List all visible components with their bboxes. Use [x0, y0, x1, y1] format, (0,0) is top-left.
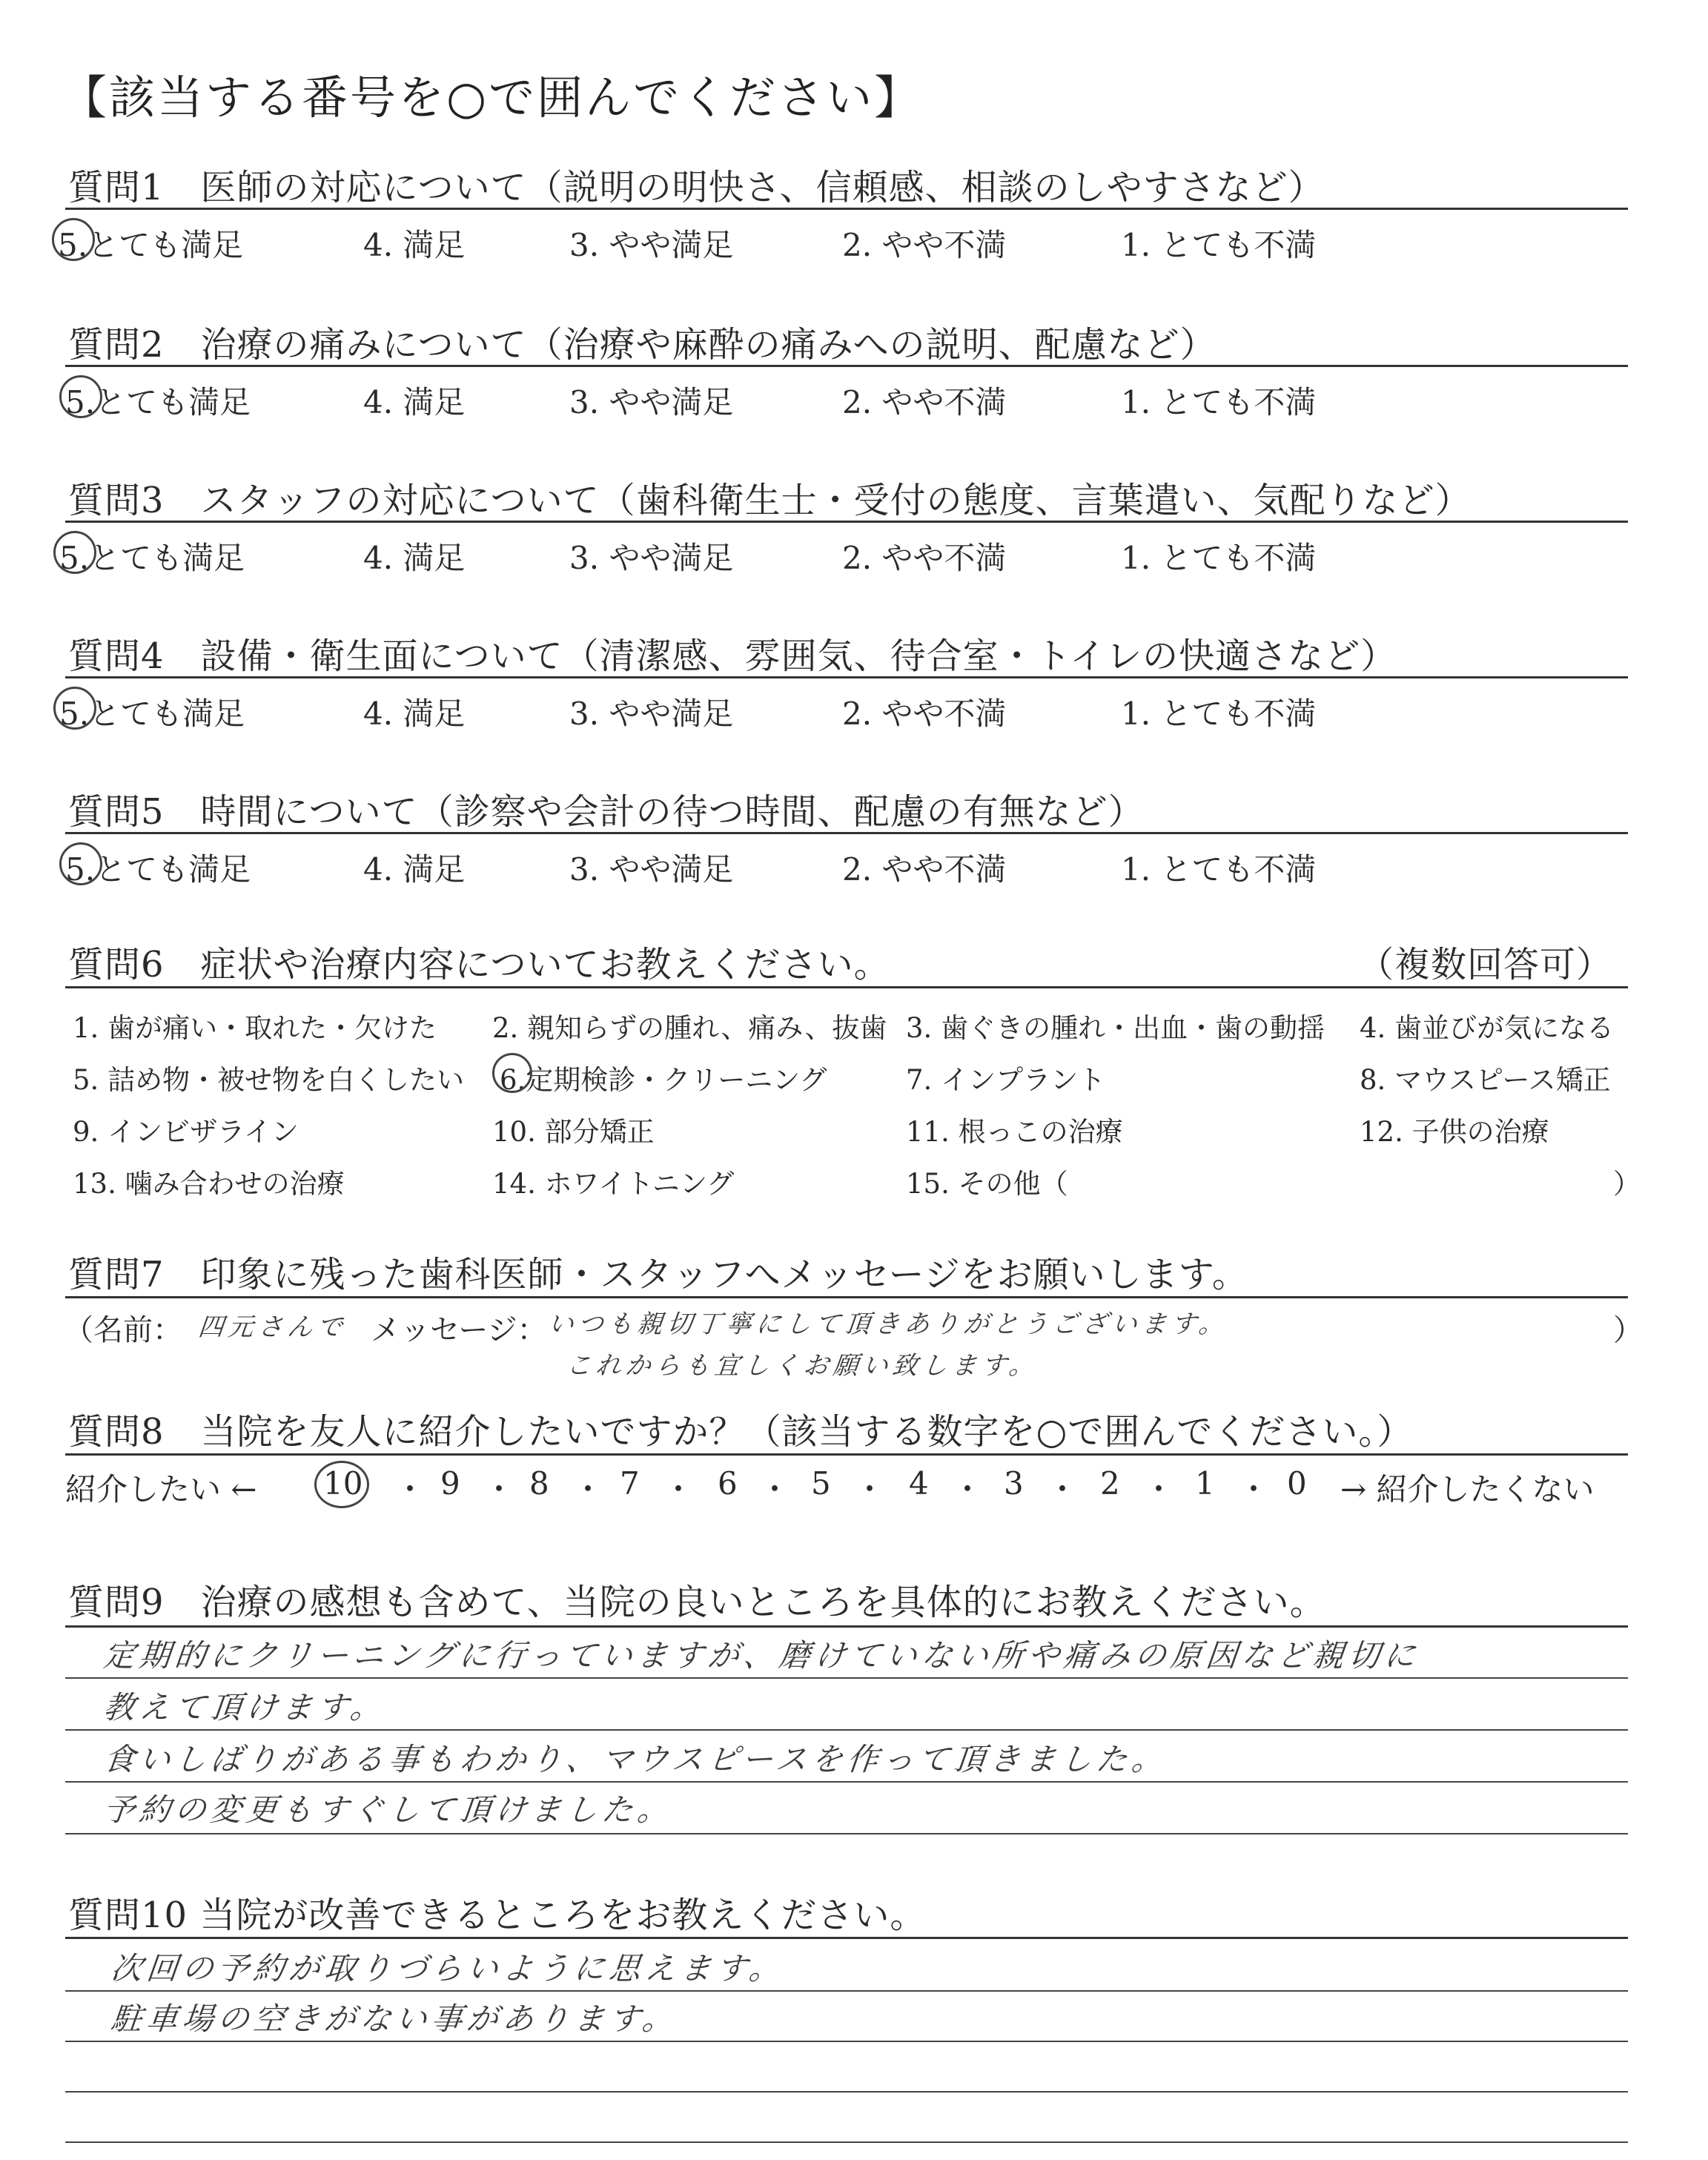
- q2-option-1[interactable]: 1. とても不満: [1121, 384, 1317, 420]
- question-6-rule: [65, 986, 1628, 988]
- q6-option-6[interactable]: 6.定期検診・クリーニング: [500, 1064, 827, 1096]
- question-9-rule: [65, 1625, 1628, 1628]
- q8-dot: ・: [483, 1471, 515, 1507]
- q1-option-3[interactable]: 3. やや満足: [569, 227, 734, 263]
- question-6-note: （複数回答可）: [1358, 944, 1613, 985]
- q4-option-3[interactable]: 3. やや満足: [569, 696, 734, 732]
- question-2-title: 質問2 治療の痛みについて（治療や麻酔の痛みへの説明、配慮など）: [68, 324, 1217, 366]
- q2-option-2[interactable]: 2. やや不満: [842, 384, 1007, 420]
- q8-scale-2[interactable]: 2: [1100, 1465, 1120, 1502]
- q9-answer-line-2[interactable]: 教えて頂けます。: [102, 1689, 388, 1725]
- q8-scale-10[interactable]: 10: [323, 1465, 363, 1502]
- q2-option-3[interactable]: 3. やや満足: [569, 384, 734, 420]
- q7-name-label: （名前：: [64, 1313, 182, 1347]
- q8-dot: ・: [1238, 1471, 1270, 1507]
- q8-dot: ・: [854, 1471, 886, 1507]
- q6-option-15[interactable]: 15. その他（: [906, 1168, 1068, 1200]
- question-7-rule: [65, 1296, 1628, 1298]
- q3-selection-circle: [53, 531, 96, 574]
- question-4-rule: [65, 676, 1628, 678]
- q9-writing-line: [65, 1677, 1628, 1679]
- q8-dot: ・: [952, 1471, 984, 1507]
- q6-option-15-close: ）: [1613, 1168, 1641, 1200]
- q1-option-4[interactable]: 4. 満足: [363, 227, 466, 263]
- question-7-title: 質問7 印象に残った歯科医師・スタッフへメッセージをお願いします。: [68, 1254, 1248, 1295]
- q9-writing-line: [65, 1833, 1628, 1834]
- q8-scale-3[interactable]: 3: [1004, 1465, 1024, 1502]
- q6-option-2[interactable]: 2. 親知らずの腫れ、痛み、抜歯: [492, 1012, 887, 1044]
- q8-left-label: 紹介したい ←: [65, 1471, 257, 1507]
- q4-option-1[interactable]: 1. とても不満: [1121, 696, 1317, 732]
- q8-scale-6[interactable]: 6: [718, 1465, 738, 1502]
- q6-option-7[interactable]: 7. インプラント: [906, 1064, 1106, 1096]
- q5-option-1[interactable]: 1. とても不満: [1121, 851, 1317, 888]
- q6-option-3[interactable]: 3. 歯ぐきの腫れ・出血・歯の動揺: [906, 1012, 1325, 1044]
- q5-selection-circle: [59, 842, 102, 885]
- q10-writing-line: [65, 2141, 1628, 2143]
- q3-option-5[interactable]: 5.とても満足: [59, 540, 245, 576]
- q5-option-3[interactable]: 3. やや満足: [569, 851, 734, 888]
- question-5-title: 質問5 時間について（診察や会計の待つ時間、配慮の有無など）: [68, 791, 1145, 833]
- q4-option-4[interactable]: 4. 満足: [363, 696, 466, 732]
- q8-dot: ・: [663, 1471, 695, 1507]
- q6-option-14[interactable]: 14. ホワイトニング: [492, 1168, 735, 1200]
- q9-writing-line: [65, 1729, 1628, 1731]
- q4-option-5[interactable]: 5.とても満足: [59, 696, 245, 732]
- q9-answer-line-4[interactable]: 予約の変更もすぐして頂けました。: [102, 1791, 675, 1828]
- q5-option-4[interactable]: 4. 満足: [363, 851, 466, 888]
- question-1-title: 質問1 医師の対応について（説明の明快さ、信頼感、相談のしやすさなど）: [68, 167, 1325, 208]
- q7-message-line-1[interactable]: いつも親切丁寧にして頂きありがとうございます。: [546, 1309, 1231, 1339]
- q1-option-1[interactable]: 1. とても不満: [1121, 227, 1317, 263]
- q6-option-10[interactable]: 10. 部分矯正: [492, 1116, 655, 1148]
- question-8-rule: [65, 1453, 1628, 1456]
- q6-selection-circle: [492, 1053, 532, 1093]
- q9-answer-line-3[interactable]: 食いしばりがある事もわかり、マウスピースを作って頂きました。: [102, 1741, 1170, 1777]
- q8-scale-0[interactable]: 0: [1287, 1465, 1307, 1502]
- q10-answer-line-1[interactable]: 次回の予約が取りづらいように思えます。: [109, 1950, 787, 1986]
- q4-option-2[interactable]: 2. やや不満: [842, 696, 1007, 732]
- q4-selection-circle: [53, 687, 96, 730]
- q8-scale-1[interactable]: 1: [1195, 1465, 1215, 1502]
- q2-selection-circle: [59, 375, 102, 418]
- q8-right-label: → 紹介したくない: [1340, 1471, 1595, 1507]
- question-10-rule: [65, 1937, 1628, 1939]
- question-9-title: 質問9 治療の感想も含めて、当院の良いところを具体的にお教えください。: [68, 1582, 1326, 1623]
- q7-message-label: メッセージ：: [371, 1313, 547, 1347]
- q6-option-11[interactable]: 11. 根っこの治療: [906, 1116, 1123, 1148]
- q3-option-1[interactable]: 1. とても不満: [1121, 540, 1317, 576]
- question-8-title: 質問8 当院を友人に紹介したいですか？（該当する数字を○で囲んでください。）: [68, 1411, 1414, 1453]
- q10-writing-line: [65, 1990, 1628, 1992]
- q10-writing-line: [65, 2091, 1628, 2093]
- q6-option-4[interactable]: 4. 歯並びが気になる: [1360, 1012, 1615, 1044]
- q1-selection-circle: [52, 218, 95, 261]
- q8-dot: ・: [1047, 1471, 1079, 1507]
- q2-option-5[interactable]: 5.とても満足: [65, 384, 251, 420]
- q6-option-1[interactable]: 1. 歯が痛い・取れた・欠けた: [73, 1012, 437, 1044]
- q1-option-5[interactable]: 5.とても満足: [58, 227, 244, 263]
- q8-dot: ・: [572, 1471, 604, 1507]
- page-header: 【該当する番号を○で囲んでください】: [61, 70, 923, 125]
- q3-option-4[interactable]: 4. 満足: [363, 540, 466, 576]
- q7-message-line-2[interactable]: これからも宜しくお願い致します。: [564, 1351, 1041, 1381]
- q8-dot: ・: [1143, 1471, 1175, 1507]
- question-5-rule: [65, 832, 1628, 834]
- q6-option-9[interactable]: 9. インビザライン: [73, 1116, 299, 1148]
- q8-scale-4[interactable]: 4: [909, 1465, 929, 1502]
- q3-option-2[interactable]: 2. やや不満: [842, 540, 1007, 576]
- q9-answer-line-1[interactable]: 定期的にクリーニングに行っていますが、磨けていない所や痛みの原因など親切に: [102, 1637, 1422, 1674]
- q8-scale-8[interactable]: 8: [529, 1465, 549, 1502]
- q9-writing-line: [65, 1781, 1628, 1783]
- q8-dot: ・: [759, 1471, 791, 1507]
- q6-option-5[interactable]: 5. 詰め物・被せ物を白くしたい: [73, 1064, 465, 1096]
- q7-name-value[interactable]: 四元さんで: [196, 1312, 348, 1342]
- q8-scale-9[interactable]: 9: [440, 1465, 460, 1502]
- q10-writing-line: [65, 2041, 1628, 2042]
- question-3-rule: [65, 521, 1628, 523]
- q8-selection-circle: [314, 1461, 369, 1508]
- q10-answer-line-2[interactable]: 駐車場の空きがない事があります。: [109, 2001, 680, 2037]
- question-2-rule: [65, 365, 1628, 367]
- q7-close-paren: ）: [1613, 1313, 1643, 1347]
- question-6-title: 質問6 症状や治療内容についてお教えください。: [68, 944, 890, 985]
- question-3-title: 質問3 スタッフの対応について（歯科衛生士・受付の態度、言葉遣い、気配りなど）: [68, 480, 1472, 521]
- q6-option-8[interactable]: 8. マウスピース矯正: [1360, 1064, 1611, 1096]
- q2-option-4[interactable]: 4. 満足: [363, 384, 466, 420]
- q8-scale-7[interactable]: 7: [620, 1465, 640, 1502]
- question-4-title: 質問4 設備・衛生面について（清潔感、雰囲気、待合室・トイレの快適さなど）: [68, 635, 1397, 677]
- question-10-title: 質問10 当院が改善できるところをお教えください。: [68, 1895, 927, 1936]
- q5-option-5[interactable]: 5.とても満足: [65, 851, 251, 888]
- q6-option-12[interactable]: 12. 子供の治療: [1360, 1116, 1549, 1148]
- q3-option-3[interactable]: 3. やや満足: [569, 540, 734, 576]
- q8-dot: ・: [394, 1471, 426, 1507]
- question-1-rule: [65, 208, 1628, 210]
- q5-option-2[interactable]: 2. やや不満: [842, 851, 1007, 888]
- q8-scale-5[interactable]: 5: [811, 1465, 831, 1502]
- q1-option-2[interactable]: 2. やや不満: [842, 227, 1007, 263]
- q6-option-13[interactable]: 13. 噛み合わせの治療: [73, 1168, 345, 1200]
